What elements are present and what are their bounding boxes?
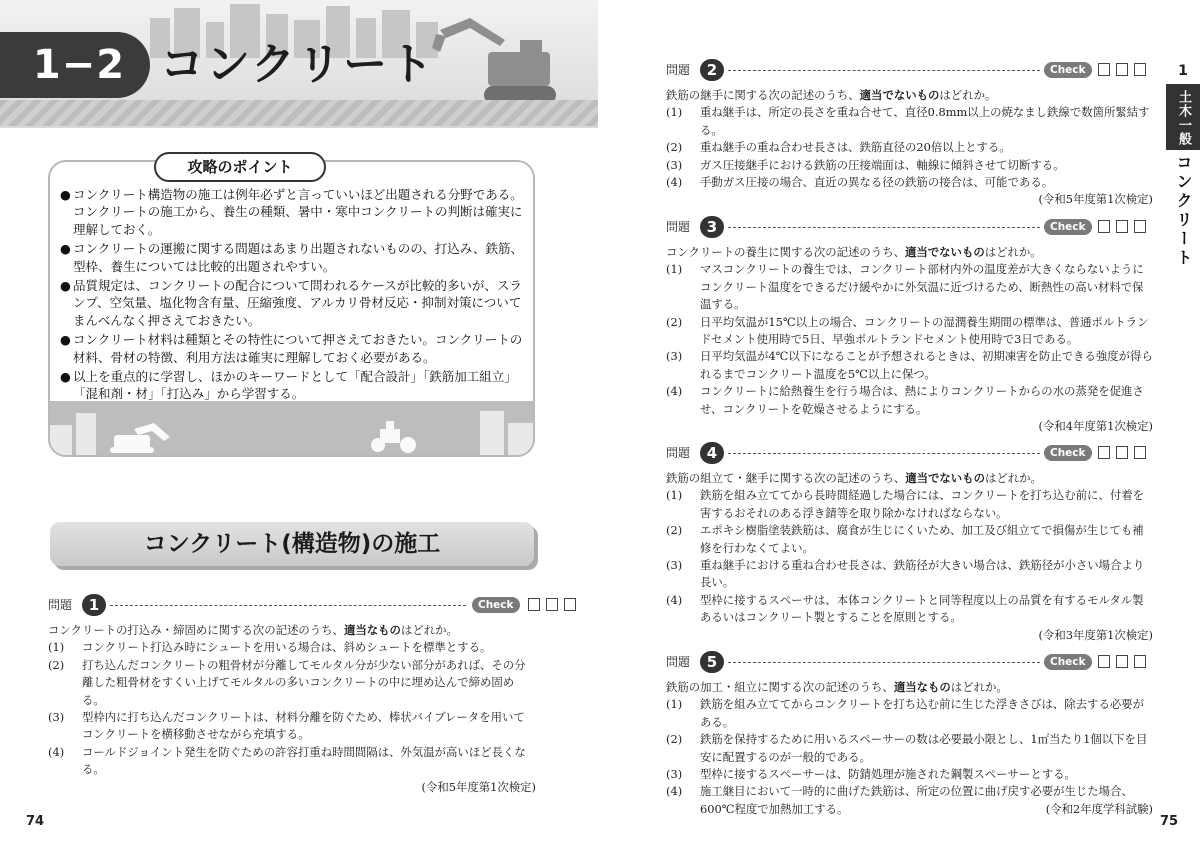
- check-box[interactable]: [1134, 63, 1146, 76]
- check-box[interactable]: [1098, 220, 1110, 233]
- answer-option: (1) マスコンクリートの養生では、コンクリート部材内外の温度差が大きくならないようにコンクリート温度をできるだけ緩やかに外気温に近づけるため、断熱性の高い材料で保温する。: [666, 262, 1144, 312]
- check-box[interactable]: [1116, 63, 1128, 76]
- answer-option: (3) 型枠内に打ち込んだコンクリートは、材料分離を防ぐため、棒状バイブレータを用いてコンクリートを横移動させながら充填する。: [48, 710, 525, 742]
- question-stem: コンクリートの養生に関する次の記述のうち、適当でないものはどれか。: [666, 245, 1042, 259]
- bullet-icon: ●: [60, 241, 71, 257]
- section-heading: コンクリート(構造物)の施工: [50, 522, 534, 566]
- check-box[interactable]: [1098, 63, 1110, 76]
- question-block: [666, 216, 1153, 435]
- check-label: Check: [472, 597, 520, 613]
- question-stem: 鉄筋の組立て・継手に関する次の記述のうち、適当でないものはどれか。: [666, 471, 1042, 485]
- answer-option: (4) 施工継目において一時的に曲げた鉄筋は、所定の位置に曲げ戻す必要が生じた場合、600℃程度で加熱加工する。: [666, 784, 1133, 816]
- point-item: ● 品質規定は、コンクリートの配合について問われるケースが比較的多いが、スランプ、空気量、塩化物含有量、圧縮強度、アルカリ骨材反応・抑制対策についてまんべんなく押さえておきたい。: [60, 278, 522, 328]
- question-number: 3: [700, 216, 724, 238]
- point-list: [60, 186, 526, 405]
- answer-option: (2) 打ち込んだコンクリートの粗骨材が分離してモルタル分が少ない部分があれば、その分離した粗骨材をすくい上げてモルタルの多いコンクリートの中に埋め込んで締め固める。: [48, 657, 526, 707]
- check-box[interactable]: [1134, 446, 1146, 459]
- check-label: Check: [1044, 654, 1092, 670]
- question-source: (令和3年度第1次検定): [1038, 627, 1153, 642]
- point-box-illustration: [50, 401, 535, 455]
- excavator-small-icon: [110, 423, 170, 453]
- question-source: (令和4年度第1次検定): [1038, 419, 1153, 434]
- check-box[interactable]: [546, 598, 558, 611]
- page-number-left: 74: [26, 814, 45, 829]
- answer-option: (4) 型枠に接するスペーサは、本体コンクリートと同等程度以上の品質を有するモルタル製あるいはコンクリート製とすることを原則とする。: [666, 592, 1144, 625]
- check-label: Check: [1044, 219, 1092, 235]
- question-block: [666, 59, 1153, 209]
- excavator-icon: [432, 18, 556, 104]
- question-label: 問題: [48, 598, 73, 612]
- side-tab-category: 土木一般: [1166, 86, 1200, 150]
- dashed-rule: [728, 453, 1040, 454]
- question-header: [666, 59, 1153, 81]
- check-box[interactable]: [1098, 446, 1110, 459]
- chapter-side-tab[interactable]: [1166, 56, 1200, 356]
- question-number: 2: [700, 59, 724, 81]
- header-stripe: [0, 100, 598, 126]
- check-box[interactable]: [1134, 220, 1146, 233]
- check-label: Check: [1044, 62, 1092, 78]
- section-title: コンクリート: [160, 39, 436, 90]
- question-number: 1: [82, 594, 106, 616]
- point-box-title: 攻略のポイント: [154, 152, 326, 182]
- side-tab-title: コンクリート: [1174, 154, 1193, 268]
- bullet-icon: ●: [60, 187, 71, 202]
- check-box[interactable]: [1116, 655, 1128, 668]
- question-block: [666, 442, 1153, 644]
- question-source: (令和2年度学科試験): [1045, 802, 1153, 817]
- dashed-rule: [728, 662, 1040, 663]
- roller-icon: [371, 421, 416, 453]
- question-stem: 鉄筋の継手に関する次の記述のうち、適当でないものはどれか。: [666, 88, 997, 102]
- check-box[interactable]: [528, 598, 540, 611]
- answer-option: (3) 型枠に接するスペーサーは、防錆処理が施された鋼製スペーサーとする。: [666, 767, 1076, 782]
- answer-option: (4) 手動ガス圧接の場合、直近の異なる径の鉄筋の接合は、可能である。: [666, 175, 1054, 190]
- check-box[interactable]: [1098, 655, 1110, 668]
- question-header: [48, 594, 536, 616]
- bullet-icon: ●: [60, 332, 71, 348]
- side-tab-number: 1: [1166, 56, 1200, 86]
- bullet-icon: ●: [60, 369, 71, 385]
- question-source: (令和5年度第1次検定): [1038, 192, 1153, 207]
- question-number: 4: [700, 442, 724, 464]
- check-label: Check: [1044, 445, 1092, 461]
- bullet-icon: ●: [60, 278, 71, 294]
- question-stem: コンクリートの打込み・締固めに関する次の記述のうち、適当なものはどれか。: [48, 623, 458, 637]
- section-number: 1−2: [0, 32, 150, 98]
- point-item: ● 以上を重点的に学習し、ほかのキーワードとして「配合設計」「鉄筋加工組立」「混和剤・材」「打込み」から学習する。: [60, 369, 517, 402]
- answer-option: (2) 日平均気温が15℃以上の場合、コンクリートの湿潤養生期間の標準は、普通ポルトランドセメント使用時で5日、早強ポルトランドセメント使用時で3日である。: [666, 314, 1149, 347]
- check-box[interactable]: [1116, 446, 1128, 459]
- question-header: [666, 216, 1153, 238]
- question-source: (令和5年度第1次検定): [421, 779, 536, 794]
- question-label: 問題: [666, 446, 691, 460]
- page-number-right: 75: [1160, 814, 1179, 829]
- answer-option: (1) 鉄筋を組み立ててからコンクリートを打ち込む前に生じた浮きさびは、除去する必要がある。: [666, 697, 1145, 729]
- check-box[interactable]: [1134, 655, 1146, 668]
- question-stem: 鉄筋の加工・組立に関する次の記述のうち、適当なものはどれか。: [666, 680, 1008, 694]
- answer-option: (3) 日平均気温が4℃以下になることが予想されるときは、初期凍害を防止できる強度が得られるまでコンクリート温度を5℃以上に保つ。: [666, 349, 1153, 381]
- answer-option: (1) コンクリート打込み時にシュートを用いる場合は、斜めシュートを標準とする。: [48, 640, 492, 655]
- question-header: [666, 442, 1153, 464]
- point-box-footer: [50, 401, 533, 455]
- answer-option: (3) ガス圧接継手における鉄筋の圧接端面は、軸線に傾斜させて切断する。: [666, 157, 1065, 172]
- point-item: ● コンクリート構造物の施工は例年必ずと言っていいほど出題される分野である。コンクリートの施工から、養生の種類、暑中・寒中コンクリートの判断は確実に理解しておく。: [60, 187, 523, 237]
- answer-option: (1) 重ね継手は、所定の長さを重ね合せて、直径0.8mm以上の焼なまし鉄線で数箇所緊結する。: [666, 105, 1150, 137]
- dashed-rule: [728, 227, 1040, 228]
- question-block: [666, 651, 1153, 819]
- question-number: 5: [700, 651, 724, 673]
- answer-option: (4) コールドジョイント発生を防ぐための許容打重ね時間間隔は、外気温が高いほど長くなる。: [48, 744, 526, 777]
- dashed-rule: [110, 605, 466, 606]
- answer-option: (2) 鉄筋を保持するために用いるスペーサーの数は必要最小限とし、1㎡当たり1個以下を目安に配置するのが一般的である。: [666, 732, 1148, 764]
- question-label: 問題: [666, 220, 691, 234]
- check-box[interactable]: [1116, 220, 1128, 233]
- question-label: 問題: [666, 655, 691, 669]
- answer-option: (3) 重ね継手における重ね合わせ長さは、鉄筋径が大きい場合は、鉄筋径が小さい場合より長い。: [666, 558, 1145, 590]
- question-label: 問題: [666, 63, 691, 77]
- dashed-rule: [728, 70, 1040, 71]
- answer-option: (1) 鉄筋を組み立ててから長時間経過した場合には、コンクリートを打ち込む前に、付着を害するおそれのある浮き錆等を取り除かなければならない。: [666, 488, 1145, 520]
- point-item: ● コンクリートの運搬に関する問題はあまり出題されないものの、打込み、鉄筋、型枠、養生については比較的出題されやすい。: [60, 241, 524, 274]
- question-block: [48, 594, 536, 796]
- answer-option: (2) エポキシ樹脂塗装鉄筋は、腐食が生じにくいため、加工及び組立てで損傷が生じても補修を行わなくてよい。: [666, 523, 1144, 555]
- answer-option: (4) コンクリートに給熱養生を行う場合は、熱によりコンクリートからの水の蒸発を促進させ、コンクリートを乾燥させるようにする。: [666, 384, 1144, 416]
- check-box[interactable]: [564, 598, 576, 611]
- question-header: [666, 651, 1153, 673]
- answer-option: (2) 重ね継手の重ね合わせ長さは、鉄筋直径の20倍以上とする。: [666, 140, 1011, 155]
- point-item: ● コンクリート材料は種類とその特性について押さえておきたい。コンクリートの材料、骨材の特徴、利用方法は確実に理解しておく必要がある。: [60, 332, 523, 365]
